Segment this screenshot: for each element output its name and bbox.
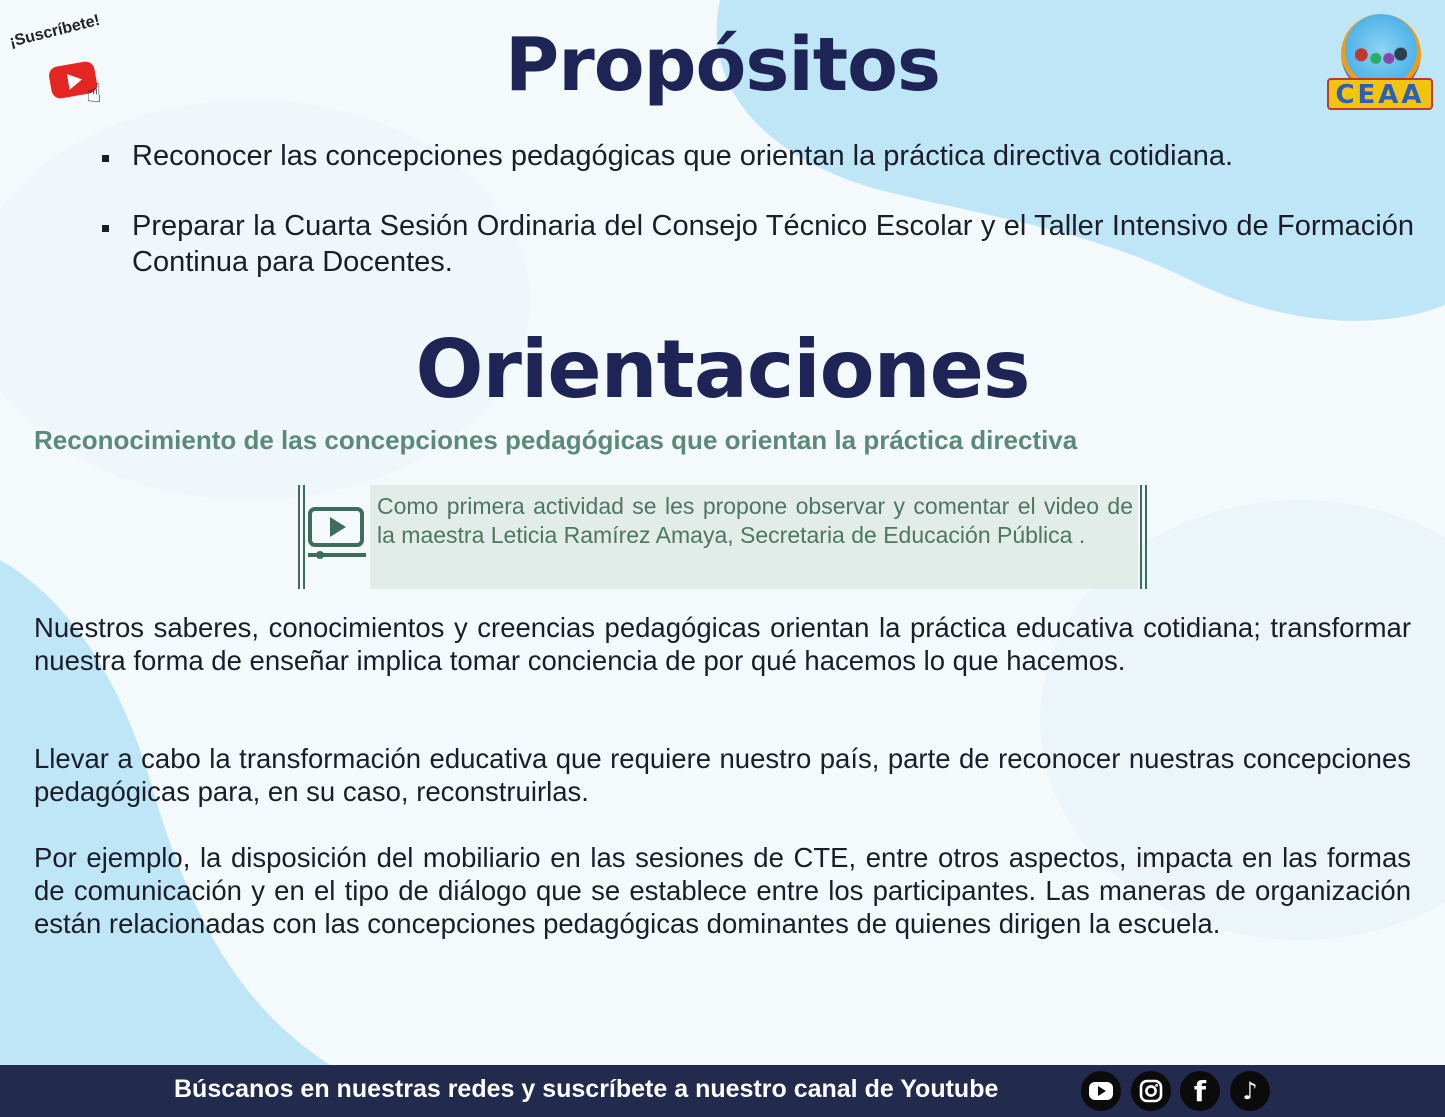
propositos-title: Propósitos — [504, 22, 941, 108]
pointer-hand-icon: ☝ — [86, 78, 102, 108]
purpose-list — [96, 138, 1414, 314]
paragraph: Llevar a cabo la transformación educativa que requiere nuestro país, parte de reconocer nuestras concepciones pedagógicas para, en su caso, reconstruirlas. — [34, 743, 1411, 807]
purpose-item: Preparar la Cuarta Sesión Ordinaria del Consejo Técnico Escolar y el Taller Intensivo de Formación Continua para Docentes. — [96, 208, 1414, 280]
paragraph: Por ejemplo, la disposición del mobiliario en las sesiones de CTE, entre otros aspectos, impacta en las formas de comunicación y en el tipo de diálogo que se establece entre los participantes. Las maneras de organización están relacionadas con las concepciones pedagógicas dominantes de quienes dirigen la escuela. — [34, 842, 1411, 939]
orientaciones-title: Orientaciones — [415, 323, 1030, 416]
video-player-icon — [306, 503, 368, 565]
instagram-icon[interactable] — [1131, 1071, 1171, 1111]
video-note: Como primera actividad se les propone observar y comentar el video de la maestra Leticia Ramírez Amaya, Secretaria de Educación Pública . — [377, 493, 1133, 548]
footer-bar — [0, 1065, 1445, 1117]
paragraph: Nuestros saberes, conocimientos y creencias pedagógicas orientan la práctica educativa cotidiana; transformar nuestra forma de enseñar implica tomar conciencia de por qué hacemos lo que hacemos. — [34, 612, 1411, 676]
facebook-icon[interactable]: f — [1180, 1071, 1220, 1111]
callout-border — [1140, 485, 1142, 589]
callout-border — [298, 485, 300, 589]
logo-text: CEAA — [1327, 78, 1433, 110]
callout-border — [1145, 485, 1147, 589]
footer-text: Búscanos en nuestras redes y suscríbete a nuestro canal de Youtube — [174, 1075, 999, 1103]
tiktok-icon[interactable]: ♪ — [1230, 1071, 1270, 1111]
purpose-item: Reconocer las concepciones pedagógicas que orientan la práctica directiva cotidiana. — [96, 138, 1414, 174]
video-callout[interactable] — [298, 485, 1147, 589]
subscribe-label: ¡Suscríbete! — [7, 11, 102, 51]
youtube-icon[interactable] — [1081, 1071, 1121, 1111]
orientaciones-subtitle: Reconocimiento de las concepciones pedagógicas que orientan la práctica directiva — [34, 425, 1078, 455]
callout-border — [303, 485, 305, 589]
